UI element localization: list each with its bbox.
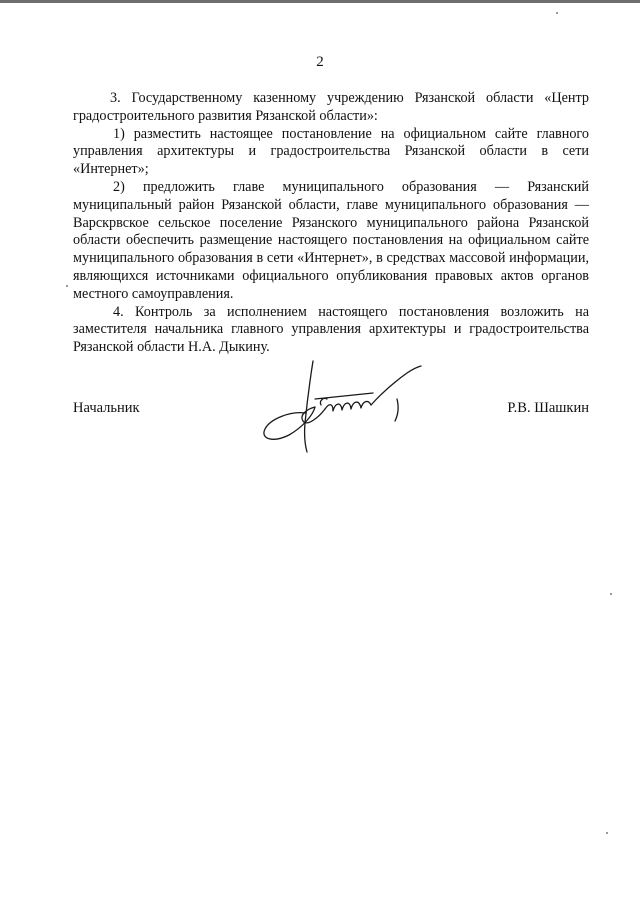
scan-speck xyxy=(610,593,612,595)
handwritten-signature xyxy=(255,355,425,455)
scan-speck xyxy=(66,285,68,287)
page-number: 2 xyxy=(316,54,324,70)
paragraph-4: 4. Контроль за исполнением настоящего постановления возложить на заместителя начальника главного управления архитектуры и градостроительства Рязанской области Н.А. Дыкину. xyxy=(73,303,589,356)
signer-position: Начальник xyxy=(73,400,140,416)
document-body xyxy=(73,90,589,357)
paragraph-3: 3. Государственному казенному учреждению Рязанской области «Центр градостроительного развития Рязанской области»: xyxy=(73,90,589,124)
scan-edge xyxy=(0,0,640,3)
signer-name: Р.В. Шашкин xyxy=(507,400,589,416)
scan-speck xyxy=(556,12,558,14)
scan-speck xyxy=(606,832,608,834)
paragraph-3-1: 1) разместить настоящее постановление на официальном сайте главного управления архитектуры и градостроительства Рязанской области в сети «Интернет»; xyxy=(73,125,589,178)
paragraph-3-2: 2) предложить главе муниципального образования — Рязанский муниципальный район Рязанской области, главе муниципального образования — Варскрвское сельское поселение Рязанского муниципального района Рязанской области обеспечить размещение настоящего постановления на официальном сайте муниципального образования в сети «Интернет», в средствах массовой информации, являющихся источниками официального опубликования правовых актов органов местного самоуправления. xyxy=(73,178,589,302)
